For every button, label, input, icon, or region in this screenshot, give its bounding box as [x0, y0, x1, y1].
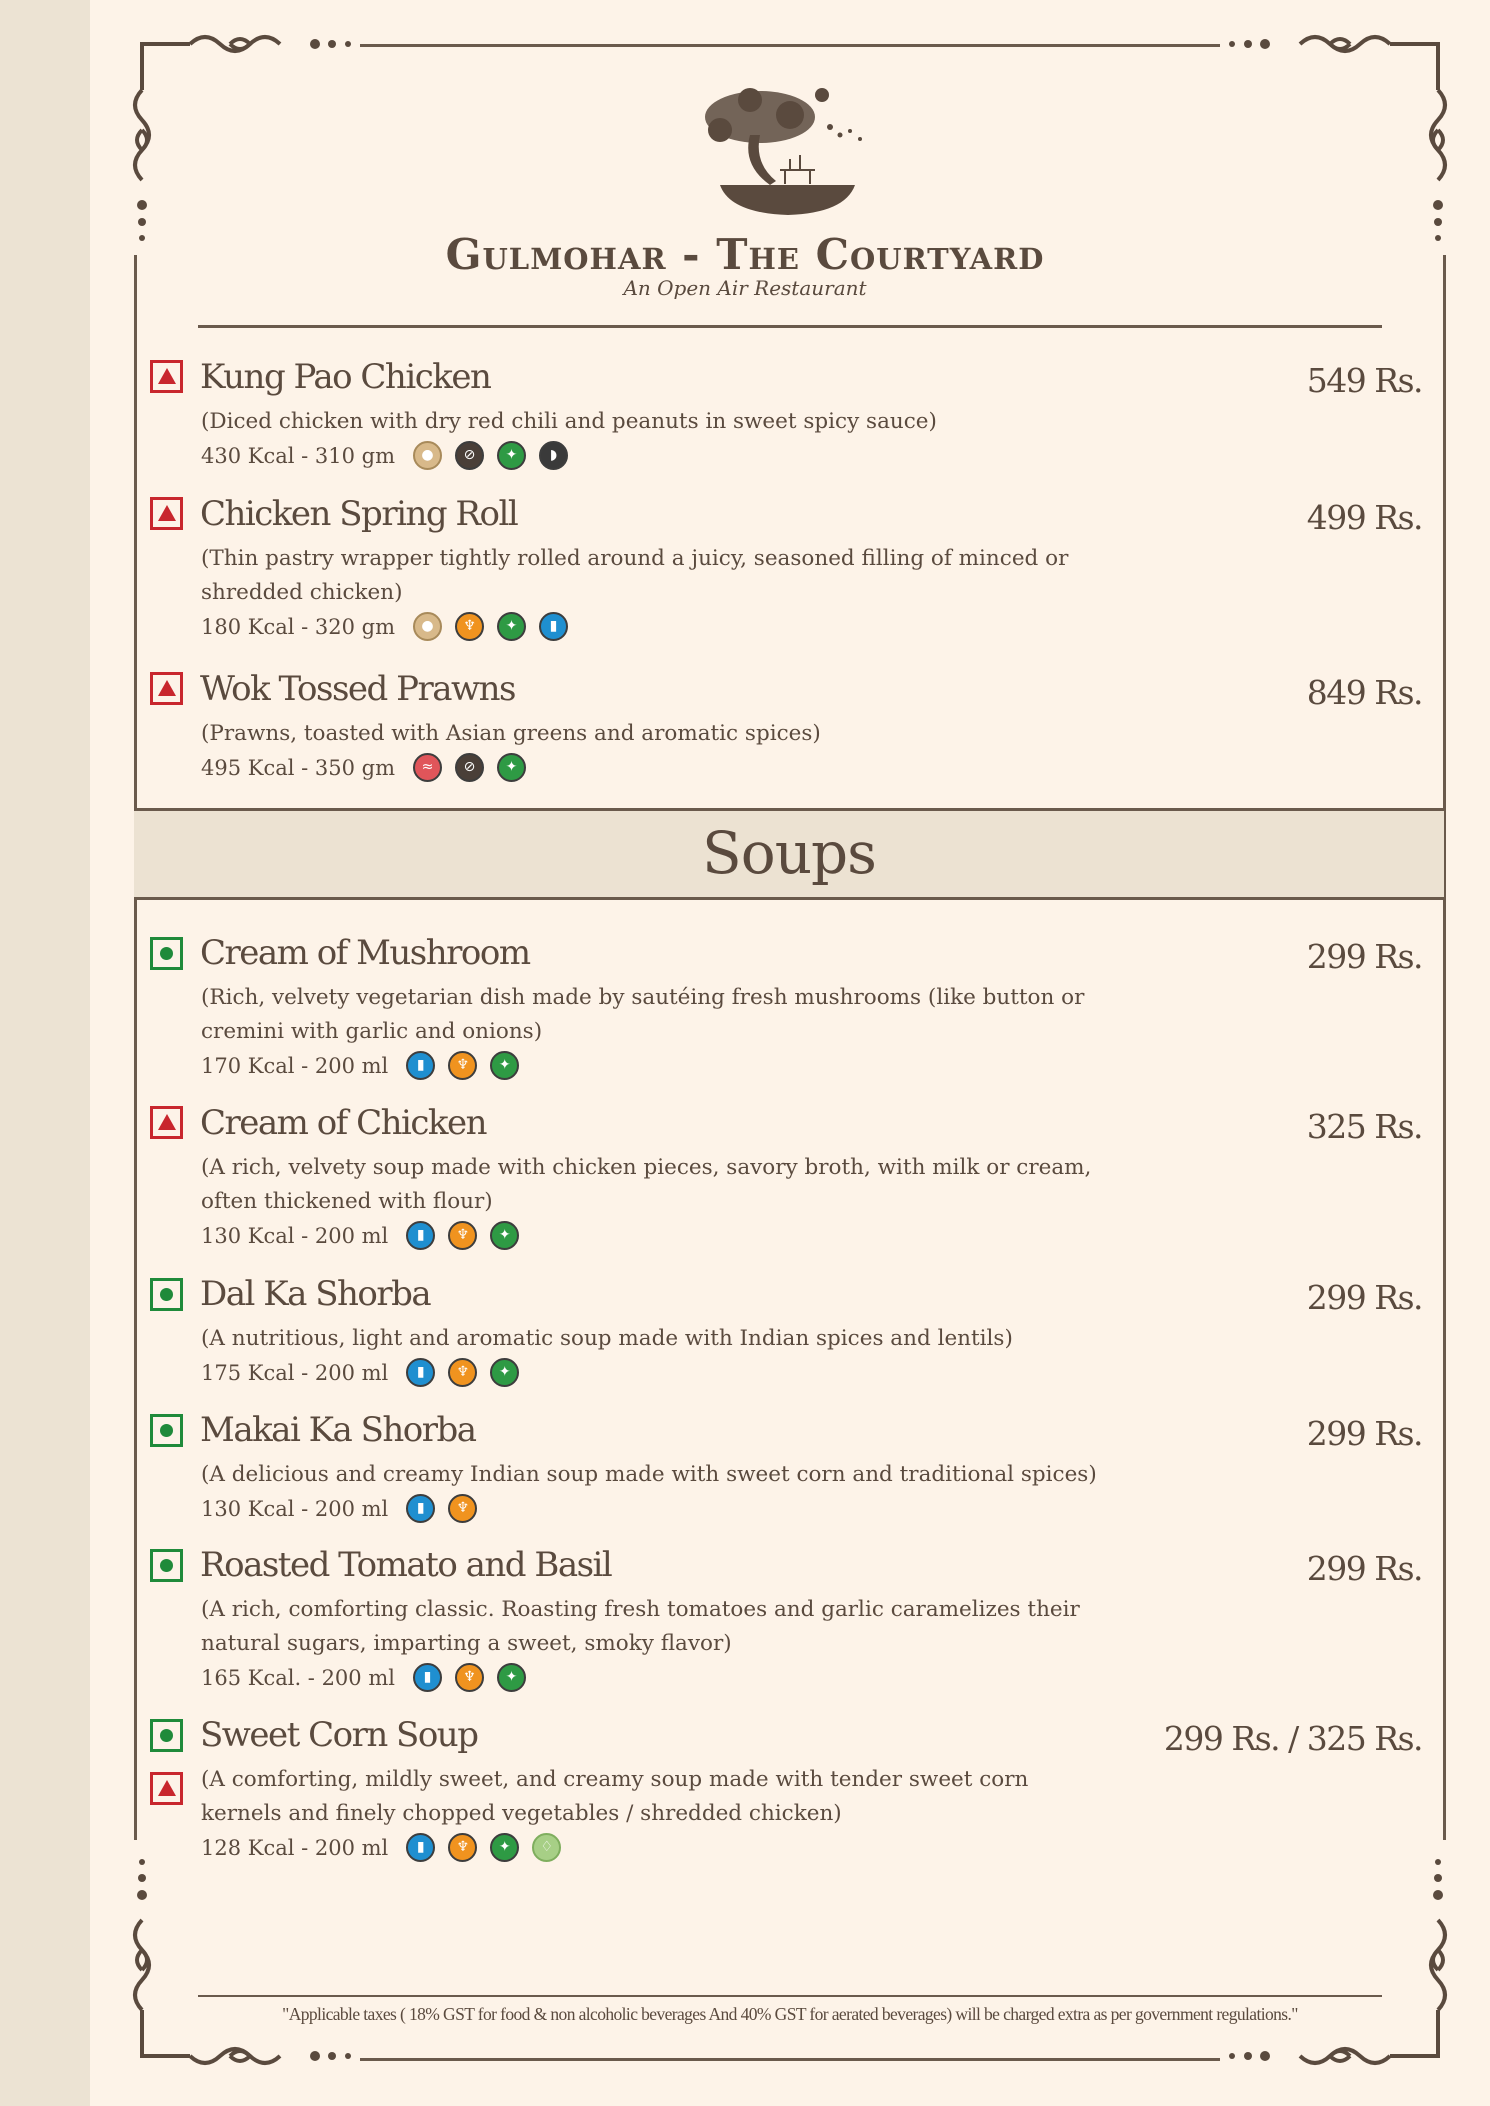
- corner-ornament-top-left-icon: [120, 20, 370, 260]
- item-description: (Rich, velvety vegetarian dish made by sautéing fresh mushrooms (like button or cremini with garlic and onions): [201, 985, 1085, 1044]
- item-title: Chicken Spring Roll: [200, 494, 518, 534]
- item-kcal: 130 Kcal - 200 ml: [201, 1496, 389, 1521]
- veg-badge-icon: [150, 1414, 183, 1447]
- corner-ornament-bottom-right-icon: [1210, 1840, 1460, 2080]
- item-meta: [201, 1494, 490, 1523]
- spicy-icon: ✦: [497, 753, 526, 782]
- nonveg-badge-icon: [150, 672, 183, 705]
- restaurant-logo-icon: [690, 75, 890, 225]
- item-description: (Prawns, toasted with Asian greens and aromatic spices): [201, 721, 821, 746]
- section-title: Soups: [702, 819, 876, 887]
- wheat-icon: ♆: [448, 1051, 477, 1080]
- restaurant-name: Gulmohar - The Courtyard: [445, 230, 1045, 279]
- wheat-icon: ♆: [455, 1663, 484, 1692]
- item-price: 549 Rs.: [1306, 361, 1422, 400]
- item-title: Cream of Chicken: [200, 1103, 487, 1143]
- spicy-icon: ✦: [497, 441, 526, 470]
- item-title: Wok Tossed Prawns: [200, 669, 515, 709]
- veg-badge-icon: [150, 1719, 183, 1752]
- wheat-icon: ♆: [448, 1358, 477, 1387]
- spicy-icon: ✦: [497, 1663, 526, 1692]
- section-header: [134, 808, 1444, 900]
- left-margin-strip: [0, 0, 90, 2106]
- item-price: 299 Rs.: [1306, 937, 1422, 976]
- wheat-icon: ♆: [448, 1221, 477, 1250]
- wheat-icon: ♆: [448, 1833, 477, 1862]
- item-description: (A rich, comforting classic. Roasting fresh tomatoes and garlic caramelizes their natural sugars, imparting a sweet, smoky flavor): [201, 1597, 1080, 1656]
- veg-badge-icon: [150, 1549, 183, 1582]
- veg-badge-icon: [150, 1278, 183, 1311]
- spicy-icon: ✦: [490, 1221, 519, 1250]
- frame-bottom: [360, 2058, 1220, 2061]
- wheat-icon: ♆: [448, 1494, 477, 1523]
- nuts-icon: ●: [413, 612, 442, 641]
- dairy-icon: ▮: [406, 1833, 435, 1862]
- item-kcal: 175 Kcal - 200 ml: [201, 1360, 389, 1385]
- dairy-icon: ▮: [406, 1221, 435, 1250]
- item-meta: [201, 1051, 532, 1080]
- item-meta: [201, 441, 581, 470]
- spicy-icon: ✦: [490, 1833, 519, 1862]
- menu-item: [150, 1274, 1422, 1394]
- spicy-icon: ✦: [490, 1051, 519, 1080]
- veg-badge-icon: [150, 937, 183, 970]
- nuts-icon: ●: [413, 441, 442, 470]
- sesame-icon: ◗: [539, 441, 568, 470]
- frame-left: [134, 255, 137, 1840]
- header-divider: [198, 325, 1382, 328]
- nonveg-badge-icon: [150, 360, 183, 393]
- menu-item: [150, 357, 1422, 477]
- item-meta: [201, 612, 581, 641]
- item-meta: [201, 1663, 539, 1692]
- frame-top: [360, 44, 1220, 47]
- item-kcal: 130 Kcal - 200 ml: [201, 1223, 389, 1248]
- item-price: 299 Rs.: [1306, 1549, 1422, 1588]
- item-kcal: 128 Kcal - 200 ml: [201, 1835, 389, 1860]
- item-price: 299 Rs.: [1306, 1278, 1422, 1317]
- menu-item: [150, 1103, 1422, 1253]
- nonveg-badge-icon: [150, 1106, 183, 1139]
- item-title: Kung Pao Chicken: [200, 357, 491, 397]
- menu-item: [150, 933, 1422, 1083]
- item-kcal: 430 Kcal - 310 gm: [201, 443, 396, 468]
- item-meta: [201, 753, 539, 782]
- item-kcal: 180 Kcal - 320 gm: [201, 614, 396, 639]
- nonveg-badge-icon: [150, 1772, 183, 1805]
- spicy-icon: ✦: [497, 612, 526, 641]
- shellfish-icon: ≈: [413, 753, 442, 782]
- item-meta: [201, 1358, 532, 1387]
- item-description: (A rich, velvety soup made with chicken pieces, savory broth, with milk or cream, often thickened with flour): [201, 1155, 1092, 1214]
- item-price: 849 Rs.: [1306, 673, 1422, 712]
- item-price: 325 Rs.: [1306, 1107, 1422, 1146]
- item-kcal: 170 Kcal - 200 ml: [201, 1053, 389, 1078]
- item-title: Makai Ka Shorba: [200, 1410, 476, 1450]
- footer-divider: [198, 1995, 1382, 1997]
- item-title: Roasted Tomato and Basil: [200, 1545, 612, 1585]
- item-price: 299 Rs. / 325 Rs.: [1163, 1719, 1422, 1758]
- dairy-icon: ▮: [406, 1051, 435, 1080]
- gluten-icon: ⊘: [455, 753, 484, 782]
- nonveg-badge-icon: [150, 497, 183, 530]
- item-title: Dal Ka Shorba: [200, 1274, 431, 1314]
- spicy-icon: ✦: [490, 1358, 519, 1387]
- item-title: Sweet Corn Soup: [200, 1715, 478, 1755]
- item-description: (A comforting, mildly sweet, and creamy soup made with tender sweet corn kernels and finely chopped vegetables / shredded chicken): [201, 1767, 1029, 1826]
- item-description: (A nutritious, light and aromatic soup made with Indian spices and lentils): [201, 1326, 1013, 1351]
- item-meta: [201, 1221, 532, 1250]
- dairy-icon: ▮: [539, 612, 568, 641]
- gluten-icon: ⊘: [455, 441, 484, 470]
- menu-item: [150, 494, 1422, 644]
- tax-footnote: "Applicable taxes ( 18% GST for food & non alcoholic beverages And 40% GST for aerated beverages) will be charged extra as per government regulations.": [282, 2004, 1298, 2024]
- dairy-icon: ▮: [406, 1494, 435, 1523]
- item-title: Cream of Mushroom: [200, 933, 530, 973]
- wheat-icon: ♆: [455, 612, 484, 641]
- corner-ornament-top-right-icon: [1210, 20, 1460, 260]
- item-description: (Diced chicken with dry red chili and peanuts in sweet spicy sauce): [201, 409, 937, 434]
- item-price: 299 Rs.: [1306, 1414, 1422, 1453]
- restaurant-tagline: An Open Air Restaurant: [623, 276, 867, 300]
- item-kcal: 165 Kcal. - 200 ml: [201, 1665, 395, 1690]
- menu-item: [150, 1410, 1422, 1530]
- soy-icon: ♢: [532, 1833, 561, 1862]
- menu-item: [150, 1715, 1422, 1865]
- menu-item: [150, 669, 1422, 789]
- corner-ornament-bottom-left-icon: [120, 1840, 370, 2080]
- frame-right: [1443, 255, 1446, 1840]
- item-description: (A delicious and creamy Indian soup made with sweet corn and traditional spices): [201, 1462, 1097, 1487]
- item-price: 499 Rs.: [1306, 498, 1422, 537]
- menu-item: [150, 1545, 1422, 1695]
- item-description: (Thin pastry wrapper tightly rolled around a juicy, seasoned filling of minced or shredded chicken): [201, 546, 1069, 605]
- dairy-icon: ▮: [406, 1358, 435, 1387]
- item-meta: [201, 1833, 574, 1862]
- item-kcal: 495 Kcal - 350 gm: [201, 755, 396, 780]
- dairy-icon: ▮: [413, 1663, 442, 1692]
